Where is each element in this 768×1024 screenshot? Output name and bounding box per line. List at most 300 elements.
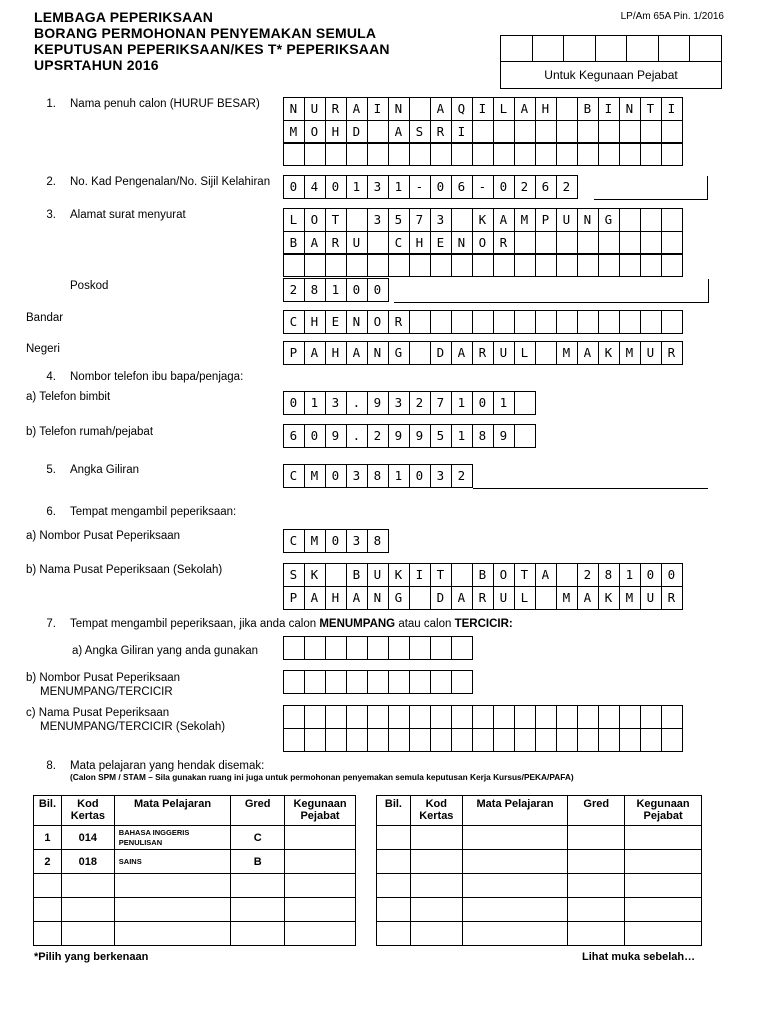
char-box[interactable]: H xyxy=(535,97,557,121)
char-box[interactable]: R xyxy=(325,97,347,121)
char-box[interactable] xyxy=(472,705,494,729)
char-box[interactable]: 1 xyxy=(388,464,410,488)
char-box[interactable]: I xyxy=(598,97,620,121)
char-box[interactable] xyxy=(304,705,326,729)
char-box[interactable]: T xyxy=(430,563,452,587)
char-box[interactable] xyxy=(472,310,494,334)
char-box[interactable] xyxy=(388,636,410,660)
char-box[interactable] xyxy=(598,231,620,255)
char-box[interactable]: 1 xyxy=(325,278,347,302)
char-box[interactable] xyxy=(325,142,347,166)
bil-cell[interactable] xyxy=(34,898,62,922)
char-box[interactable] xyxy=(346,728,368,752)
char-box[interactable]: D xyxy=(430,586,452,610)
char-box[interactable]: N xyxy=(619,97,641,121)
char-box[interactable]: I xyxy=(661,97,683,121)
bil-cell[interactable] xyxy=(34,922,62,946)
char-box[interactable]: 7 xyxy=(409,208,431,232)
char-box[interactable]: G xyxy=(388,586,410,610)
char-box[interactable] xyxy=(535,310,557,334)
char-box[interactable]: A xyxy=(304,586,326,610)
char-box[interactable]: E xyxy=(430,231,452,255)
char-box[interactable]: A xyxy=(493,208,515,232)
kod-cell[interactable]: 018 xyxy=(61,850,114,874)
char-box[interactable] xyxy=(640,705,662,729)
char-box[interactable]: 3 xyxy=(346,464,368,488)
char-box[interactable] xyxy=(556,728,578,752)
char-box[interactable]: R xyxy=(388,310,410,334)
char-box[interactable]: 1 xyxy=(451,424,473,448)
char-box[interactable] xyxy=(661,728,683,752)
char-box[interactable] xyxy=(556,253,578,277)
char-box[interactable] xyxy=(598,253,620,277)
char-box[interactable] xyxy=(388,728,410,752)
char-box[interactable] xyxy=(388,253,410,277)
char-box[interactable]: 0 xyxy=(283,175,305,199)
char-box[interactable] xyxy=(304,728,326,752)
char-box[interactable] xyxy=(514,728,536,752)
char-box[interactable]: N xyxy=(451,231,473,255)
char-box[interactable]: I xyxy=(367,97,389,121)
ic-number-grid[interactable] xyxy=(284,176,578,199)
char-box[interactable]: A xyxy=(451,341,473,365)
char-box[interactable] xyxy=(640,120,662,144)
char-box[interactable]: H xyxy=(325,586,347,610)
char-box[interactable] xyxy=(409,142,431,166)
char-box[interactable]: 9 xyxy=(325,424,347,448)
q7c-grid[interactable] xyxy=(284,706,683,752)
char-box[interactable] xyxy=(430,705,452,729)
gred-cell[interactable] xyxy=(231,874,285,898)
char-box[interactable]: H xyxy=(304,310,326,334)
name-grid[interactable] xyxy=(284,98,683,166)
char-box[interactable]: 8 xyxy=(367,529,389,553)
char-box[interactable]: R xyxy=(493,231,515,255)
char-box[interactable]: P xyxy=(535,208,557,232)
char-box[interactable] xyxy=(325,728,347,752)
char-box[interactable] xyxy=(409,341,431,365)
char-box[interactable]: 9 xyxy=(367,391,389,415)
char-box[interactable] xyxy=(535,586,557,610)
char-box[interactable] xyxy=(640,142,662,166)
char-box[interactable] xyxy=(577,728,599,752)
char-box[interactable]: L xyxy=(493,97,515,121)
char-box[interactable] xyxy=(367,142,389,166)
char-box[interactable] xyxy=(514,391,536,415)
char-box[interactable] xyxy=(577,120,599,144)
char-box[interactable]: C xyxy=(388,231,410,255)
char-box[interactable]: R xyxy=(661,586,683,610)
char-box[interactable]: O xyxy=(304,208,326,232)
char-box[interactable]: 1 xyxy=(346,175,368,199)
char-box[interactable] xyxy=(535,253,557,277)
char-box[interactable]: - xyxy=(472,175,494,199)
char-box[interactable]: O xyxy=(472,231,494,255)
char-box[interactable] xyxy=(514,253,536,277)
mata-cell[interactable] xyxy=(114,922,231,946)
char-box[interactable]: 2 xyxy=(451,464,473,488)
char-box[interactable] xyxy=(619,142,641,166)
char-box[interactable] xyxy=(514,705,536,729)
char-box[interactable] xyxy=(598,705,620,729)
char-box[interactable]: U xyxy=(640,586,662,610)
char-box[interactable]: A xyxy=(346,586,368,610)
char-box[interactable] xyxy=(472,253,494,277)
gred-cell[interactable] xyxy=(231,922,285,946)
char-box[interactable] xyxy=(535,231,557,255)
char-box[interactable] xyxy=(598,142,620,166)
char-box[interactable]: U xyxy=(304,97,326,121)
char-box[interactable]: R xyxy=(472,341,494,365)
char-box[interactable] xyxy=(535,142,557,166)
char-box[interactable]: 0 xyxy=(346,278,368,302)
char-box[interactable]: K xyxy=(598,341,620,365)
char-box[interactable] xyxy=(556,705,578,729)
char-box[interactable]: N xyxy=(346,310,368,334)
char-box[interactable] xyxy=(619,208,641,232)
char-box[interactable]: 2 xyxy=(556,175,578,199)
bandar-grid[interactable] xyxy=(284,311,683,334)
char-box[interactable] xyxy=(661,310,683,334)
char-box[interactable]: G xyxy=(598,208,620,232)
char-box[interactable]: L xyxy=(514,586,536,610)
school-grid[interactable] xyxy=(284,564,683,610)
char-box[interactable] xyxy=(409,97,431,121)
char-box[interactable] xyxy=(283,142,305,166)
char-box[interactable] xyxy=(577,310,599,334)
gred-cell[interactable] xyxy=(568,874,625,898)
char-box[interactable]: A xyxy=(514,97,536,121)
char-box[interactable]: M xyxy=(619,586,641,610)
char-box[interactable] xyxy=(661,231,683,255)
char-box[interactable] xyxy=(430,253,452,277)
mata-cell[interactable] xyxy=(462,922,568,946)
kod-cell[interactable] xyxy=(61,922,114,946)
char-box[interactable] xyxy=(367,728,389,752)
char-box[interactable]: S xyxy=(283,563,305,587)
char-box[interactable] xyxy=(430,670,452,694)
char-box[interactable]: M xyxy=(514,208,536,232)
char-box[interactable] xyxy=(640,728,662,752)
char-box[interactable] xyxy=(283,636,305,660)
char-box[interactable]: 1 xyxy=(304,391,326,415)
char-box[interactable] xyxy=(325,636,347,660)
negeri-grid[interactable] xyxy=(284,342,683,365)
char-box[interactable] xyxy=(535,705,557,729)
mata-cell[interactable] xyxy=(114,874,231,898)
char-box[interactable]: T xyxy=(325,208,347,232)
char-box[interactable]: N xyxy=(367,586,389,610)
char-box[interactable]: 3 xyxy=(430,208,452,232)
char-box[interactable] xyxy=(451,208,473,232)
char-box[interactable]: S xyxy=(409,120,431,144)
char-box[interactable]: G xyxy=(388,341,410,365)
char-box[interactable]: A xyxy=(577,341,599,365)
char-box[interactable]: 1 xyxy=(388,175,410,199)
q7b-grid[interactable] xyxy=(284,671,473,694)
char-box[interactable]: 5 xyxy=(388,208,410,232)
char-box[interactable] xyxy=(472,728,494,752)
char-box[interactable]: 2 xyxy=(409,391,431,415)
char-box[interactable]: N xyxy=(577,208,599,232)
char-box[interactable] xyxy=(367,636,389,660)
poskod-grid[interactable] xyxy=(284,279,389,302)
kod-cell[interactable] xyxy=(410,922,462,946)
char-box[interactable] xyxy=(514,231,536,255)
char-box[interactable] xyxy=(577,253,599,277)
char-box[interactable]: O xyxy=(493,563,515,587)
char-box[interactable]: 0 xyxy=(325,175,347,199)
char-box[interactable]: C xyxy=(283,310,305,334)
char-box[interactable] xyxy=(325,253,347,277)
char-box[interactable]: A xyxy=(430,97,452,121)
char-box[interactable] xyxy=(577,705,599,729)
bil-cell[interactable] xyxy=(377,922,411,946)
char-box[interactable] xyxy=(346,253,368,277)
char-box[interactable] xyxy=(346,670,368,694)
char-box[interactable]: 5 xyxy=(430,424,452,448)
char-box[interactable]: N xyxy=(283,97,305,121)
q7a-grid[interactable] xyxy=(284,637,473,660)
char-box[interactable]: M xyxy=(304,464,326,488)
mobile-phone-grid[interactable] xyxy=(284,392,536,415)
char-box[interactable] xyxy=(283,705,305,729)
char-box[interactable] xyxy=(325,670,347,694)
char-box[interactable]: R xyxy=(430,120,452,144)
char-box[interactable]: 6 xyxy=(535,175,557,199)
char-box[interactable] xyxy=(493,705,515,729)
char-box[interactable] xyxy=(640,310,662,334)
char-box[interactable]: 8 xyxy=(598,563,620,587)
char-box[interactable] xyxy=(409,636,431,660)
char-box[interactable] xyxy=(451,253,473,277)
char-box[interactable]: 7 xyxy=(430,391,452,415)
char-box[interactable]: E xyxy=(325,310,347,334)
char-box[interactable]: R xyxy=(472,586,494,610)
char-box[interactable] xyxy=(409,728,431,752)
char-box[interactable] xyxy=(598,728,620,752)
char-box[interactable] xyxy=(451,670,473,694)
char-box[interactable]: U xyxy=(556,208,578,232)
char-box[interactable]: B xyxy=(577,97,599,121)
char-box[interactable] xyxy=(661,705,683,729)
char-box[interactable] xyxy=(556,563,578,587)
char-box[interactable]: C xyxy=(283,464,305,488)
index-number-grid[interactable] xyxy=(284,465,473,488)
char-box[interactable]: 2 xyxy=(577,563,599,587)
char-box[interactable]: 0 xyxy=(493,175,515,199)
char-box[interactable] xyxy=(619,705,641,729)
char-box[interactable] xyxy=(619,120,641,144)
kod-cell[interactable]: 014 xyxy=(61,826,114,850)
mata-cell[interactable] xyxy=(462,874,568,898)
char-box[interactable]: A xyxy=(304,231,326,255)
char-box[interactable] xyxy=(556,142,578,166)
char-box[interactable] xyxy=(451,728,473,752)
char-box[interactable]: M xyxy=(556,586,578,610)
char-box[interactable]: Q xyxy=(451,97,473,121)
char-box[interactable]: 0 xyxy=(430,175,452,199)
char-box[interactable] xyxy=(283,728,305,752)
char-box[interactable]: B xyxy=(472,563,494,587)
kod-cell[interactable] xyxy=(61,898,114,922)
bil-cell[interactable] xyxy=(377,874,411,898)
char-box[interactable] xyxy=(493,142,515,166)
char-box[interactable] xyxy=(514,310,536,334)
char-box[interactable]: B xyxy=(346,563,368,587)
char-box[interactable] xyxy=(514,120,536,144)
char-box[interactable]: 3 xyxy=(430,464,452,488)
char-box[interactable]: C xyxy=(283,529,305,553)
char-box[interactable]: 0 xyxy=(283,391,305,415)
char-box[interactable]: I xyxy=(451,120,473,144)
char-box[interactable] xyxy=(388,705,410,729)
char-box[interactable] xyxy=(367,670,389,694)
char-box[interactable]: I xyxy=(409,563,431,587)
gred-cell[interactable]: B xyxy=(231,850,285,874)
char-box[interactable] xyxy=(367,253,389,277)
char-box[interactable] xyxy=(346,705,368,729)
char-box[interactable] xyxy=(577,142,599,166)
gred-cell[interactable] xyxy=(568,826,625,850)
mata-cell[interactable] xyxy=(462,826,568,850)
mata-cell[interactable] xyxy=(462,850,568,874)
char-box[interactable]: U xyxy=(493,586,515,610)
char-box[interactable] xyxy=(472,120,494,144)
char-box[interactable] xyxy=(535,120,557,144)
char-box[interactable]: A xyxy=(535,563,557,587)
char-box[interactable]: A xyxy=(346,97,368,121)
char-box[interactable] xyxy=(304,142,326,166)
char-box[interactable] xyxy=(619,231,641,255)
char-box[interactable] xyxy=(304,636,326,660)
char-box[interactable]: 0 xyxy=(472,391,494,415)
char-box[interactable] xyxy=(304,670,326,694)
char-box[interactable] xyxy=(367,120,389,144)
mata-cell[interactable] xyxy=(114,898,231,922)
char-box[interactable]: 0 xyxy=(304,424,326,448)
char-box[interactable] xyxy=(409,670,431,694)
char-box[interactable] xyxy=(598,120,620,144)
char-box[interactable] xyxy=(346,636,368,660)
char-box[interactable]: R xyxy=(325,231,347,255)
gred-cell[interactable]: C xyxy=(231,826,285,850)
char-box[interactable]: R xyxy=(661,341,683,365)
bil-cell[interactable] xyxy=(377,826,411,850)
char-box[interactable]: 0 xyxy=(409,464,431,488)
char-box[interactable] xyxy=(556,97,578,121)
char-box[interactable] xyxy=(304,253,326,277)
char-box[interactable] xyxy=(367,231,389,255)
char-box[interactable]: D xyxy=(346,120,368,144)
kod-cell[interactable] xyxy=(410,850,462,874)
char-box[interactable] xyxy=(388,142,410,166)
char-box[interactable]: 0 xyxy=(367,278,389,302)
char-box[interactable]: T xyxy=(640,97,662,121)
char-box[interactable]: K xyxy=(304,563,326,587)
char-box[interactable]: 3 xyxy=(346,529,368,553)
char-box[interactable]: M xyxy=(556,341,578,365)
mata-cell[interactable]: BAHASA INGGERIS PENULISAN xyxy=(114,826,231,850)
char-box[interactable] xyxy=(661,253,683,277)
char-box[interactable]: T xyxy=(514,563,536,587)
char-box[interactable]: U xyxy=(640,341,662,365)
char-box[interactable] xyxy=(493,253,515,277)
char-box[interactable] xyxy=(577,231,599,255)
char-box[interactable]: O xyxy=(304,120,326,144)
exam-centre-grid[interactable] xyxy=(284,530,389,553)
char-box[interactable]: 9 xyxy=(493,424,515,448)
char-box[interactable]: A xyxy=(577,586,599,610)
char-box[interactable] xyxy=(346,142,368,166)
char-box[interactable]: 2 xyxy=(283,278,305,302)
char-box[interactable]: M xyxy=(283,120,305,144)
char-box[interactable] xyxy=(430,636,452,660)
char-box[interactable] xyxy=(640,231,662,255)
address-grid[interactable] xyxy=(284,209,683,277)
char-box[interactable] xyxy=(535,728,557,752)
char-box[interactable]: H xyxy=(325,120,347,144)
char-box[interactable] xyxy=(451,563,473,587)
bil-cell[interactable] xyxy=(377,850,411,874)
char-box[interactable] xyxy=(430,310,452,334)
char-box[interactable]: 3 xyxy=(325,391,347,415)
char-box[interactable] xyxy=(661,120,683,144)
char-box[interactable]: K xyxy=(598,586,620,610)
gred-cell[interactable] xyxy=(568,922,625,946)
char-box[interactable]: 1 xyxy=(493,391,515,415)
char-box[interactable]: H xyxy=(409,231,431,255)
char-box[interactable] xyxy=(514,142,536,166)
char-box[interactable] xyxy=(409,705,431,729)
char-box[interactable]: B xyxy=(283,231,305,255)
char-box[interactable] xyxy=(325,563,347,587)
char-box[interactable]: K xyxy=(388,563,410,587)
char-box[interactable]: A xyxy=(304,341,326,365)
char-box[interactable] xyxy=(556,310,578,334)
char-box[interactable] xyxy=(367,705,389,729)
char-box[interactable]: P xyxy=(283,586,305,610)
char-box[interactable] xyxy=(451,705,473,729)
home-phone-grid[interactable] xyxy=(284,425,536,448)
char-box[interactable]: 9 xyxy=(388,424,410,448)
char-box[interactable] xyxy=(409,253,431,277)
char-box[interactable] xyxy=(493,120,515,144)
char-box[interactable] xyxy=(325,705,347,729)
char-box[interactable]: A xyxy=(451,586,473,610)
char-box[interactable]: 8 xyxy=(472,424,494,448)
char-box[interactable]: U xyxy=(367,563,389,587)
kod-cell[interactable] xyxy=(61,874,114,898)
char-box[interactable] xyxy=(619,728,641,752)
bil-cell[interactable]: 2 xyxy=(34,850,62,874)
char-box[interactable] xyxy=(283,670,305,694)
char-box[interactable]: L xyxy=(514,341,536,365)
char-box[interactable]: 8 xyxy=(304,278,326,302)
char-box[interactable]: 3 xyxy=(388,391,410,415)
char-box[interactable]: 8 xyxy=(367,464,389,488)
char-box[interactable]: 0 xyxy=(661,563,683,587)
char-box[interactable] xyxy=(283,253,305,277)
char-box[interactable]: . xyxy=(346,391,368,415)
char-box[interactable]: I xyxy=(472,97,494,121)
char-box[interactable] xyxy=(661,208,683,232)
char-box[interactable]: L xyxy=(283,208,305,232)
char-box[interactable]: 6 xyxy=(451,175,473,199)
char-box[interactable]: 1 xyxy=(451,391,473,415)
char-box[interactable] xyxy=(556,120,578,144)
char-box[interactable]: 2 xyxy=(514,175,536,199)
